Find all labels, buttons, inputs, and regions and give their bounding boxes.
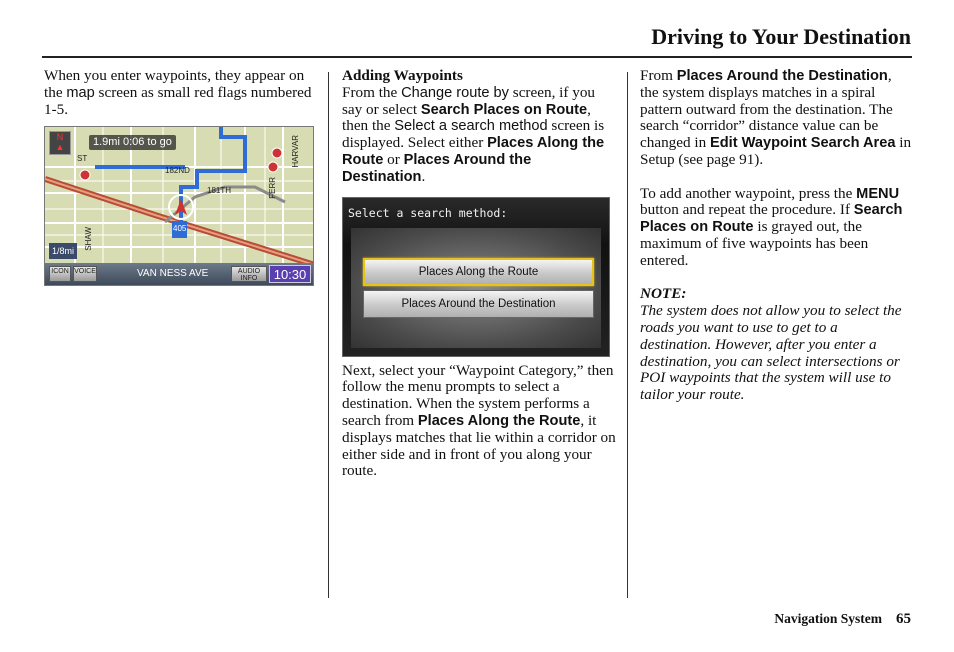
text: Next, select your “Waypoint Category,” then follow the menu prompts to select a destination. When the system performs a search from	[342, 361, 614, 429]
distance-readout: 1.9mi 0:06 to go	[89, 135, 176, 150]
keyword: Search Places on Route	[420, 101, 588, 118]
page-footer	[774, 611, 911, 628]
text: in Setup (see page 91).	[640, 134, 912, 168]
keyword: Select a search method	[394, 118, 548, 135]
spacer	[640, 169, 912, 186]
voice-button-label: VOICE	[74, 268, 96, 276]
text: is grayed out, the maximum of five waypoints has been entered.	[640, 218, 869, 269]
street-label: ST	[77, 154, 88, 164]
keyword: Change route by	[401, 84, 509, 101]
freeway-shield: 405	[172, 221, 187, 238]
current-street: VAN NESS AVE	[137, 268, 209, 280]
compass-icon[interactable]: N ▲	[49, 131, 71, 155]
text: .	[421, 167, 426, 185]
keyword: Places Around the Destination	[676, 68, 888, 84]
page-title: Driving to Your Destination	[651, 24, 911, 49]
text: To add another waypoint, press the	[640, 184, 857, 202]
spacer	[640, 270, 912, 287]
text: , it displays matches that lie within a corridor on either side and in front of you along your route.	[342, 411, 616, 480]
section-heading: Adding Waypoints	[342, 67, 463, 84]
clock-display: 10:30	[269, 265, 311, 283]
text: , then the	[342, 100, 591, 135]
street-label: 182ND	[165, 166, 190, 176]
keyword-map: map	[66, 84, 95, 101]
audio-info-button[interactable]	[231, 266, 267, 282]
text: or	[383, 150, 404, 168]
column-2	[342, 68, 617, 480]
keyword: Places Around the Destination	[342, 151, 532, 185]
paragraph	[640, 68, 912, 169]
text: button and repeat the procedure. If	[640, 201, 854, 219]
text: screen as small red flags numbered 1-5.	[44, 83, 312, 118]
title-rule	[42, 56, 912, 58]
page-number: 65	[896, 611, 911, 627]
audio-info-label: AUDIO INFO	[237, 268, 261, 283]
keyword: Places Along the Route	[342, 135, 605, 168]
keyword: Edit Waypoint Search Area	[710, 135, 896, 152]
map-screenshot	[44, 126, 314, 286]
intro-paragraph	[44, 68, 319, 118]
text: From	[640, 67, 677, 84]
paragraph	[342, 363, 617, 481]
keyword: Places Along the Route	[417, 412, 581, 429]
icon-button-label: ICON	[51, 268, 69, 276]
keyword: MENU	[856, 185, 900, 202]
street-label: FERR	[268, 177, 277, 200]
street-label: 181TH	[207, 186, 232, 196]
text: , the system displays matches in a spiral pattern outward from the destination. The search “corridor” distance value can be changed in	[640, 67, 893, 152]
text: When you enter waypoints, they appear on the	[44, 67, 305, 101]
keyword: Search Places on Route	[640, 202, 903, 236]
paragraph	[640, 186, 912, 270]
street-label: HARVAR	[291, 135, 300, 168]
text: screen is displayed. Select either	[342, 117, 605, 152]
icon-button[interactable]	[49, 266, 71, 282]
map-scale[interactable]: 1/8mi	[49, 243, 77, 260]
footer-label: Navigation System	[774, 611, 882, 626]
note-heading: NOTE:	[640, 285, 687, 303]
voice-button[interactable]	[73, 266, 97, 282]
paragraph	[342, 85, 617, 186]
places-along-route-button[interactable]: Places Along the Route	[363, 258, 594, 286]
column-1	[44, 68, 319, 286]
search-method-screen	[342, 197, 610, 357]
column-divider	[328, 72, 329, 598]
screen-background	[351, 228, 601, 348]
places-around-destination-button[interactable]: Places Around the Destination	[363, 290, 594, 318]
column-3	[640, 68, 912, 404]
street-label: SHAW	[84, 227, 93, 252]
note-text: The system does not allow you to select the roads you want to use to get to a destination. However, after you enter a destination, you can select intersections or POI waypoints that the system will use to tailor your route.	[640, 302, 902, 404]
text: From the	[342, 83, 402, 101]
screen-title: Select a search method:	[348, 205, 508, 220]
column-divider	[627, 72, 628, 598]
text: screen, if you say or select	[342, 83, 596, 118]
